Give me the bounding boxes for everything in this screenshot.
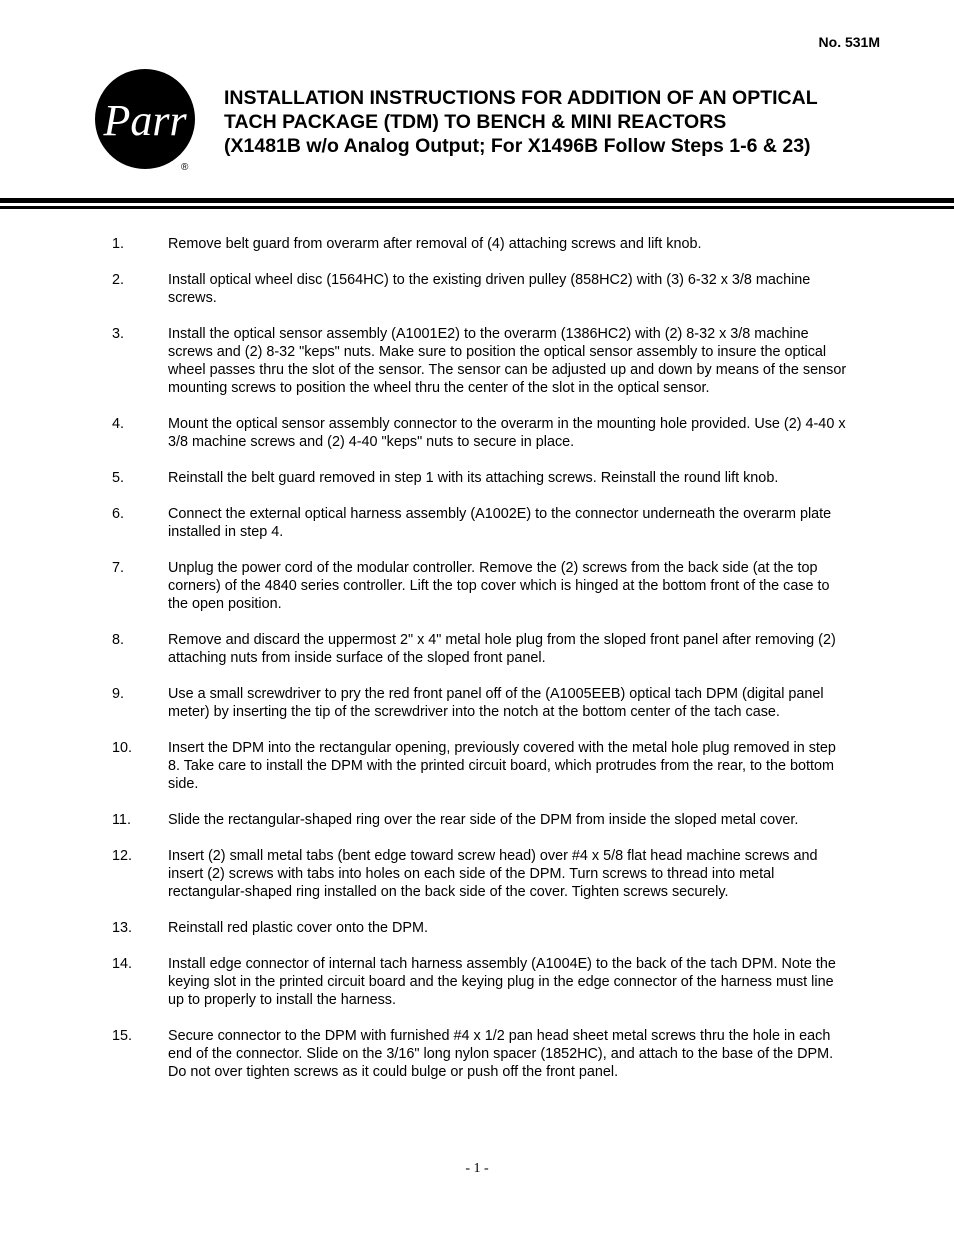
step-text: Use a small screwdriver to pry the red front panel off of the (A1005EEB) optical tach DPM (digital panel meter) by inserting the tip of the screwdriver into the notch at the bottom center of the tach case. [168,686,824,720]
list-item [112,559,847,613]
step-number: 7. [112,560,125,576]
step-text: Connect the external optical harness assembly (A1002E) to the connector underneath the overarm plate installed in step 4. [168,506,832,540]
step-number: 3. [112,326,125,342]
step-number: 12. [112,848,133,864]
list-item [112,469,847,487]
step-text: Mount the optical sensor assembly connector to the overarm in the mounting hole provided. Use (2) 4-40 x 3/8 machine screws and (2) 4-40 "keps" nuts to secure in place. [168,416,846,450]
step-text: Remove belt guard from overarm after removal of (4) attaching screws and lift knob. [168,236,702,252]
step-number: 6. [112,506,125,522]
list-item [112,271,847,307]
step-text: Reinstall the belt guard removed in step 1 with its attaching screws. Reinstall the round lift knob. [168,470,779,486]
list-item [112,505,847,541]
step-number: 10. [112,740,133,756]
step-number: 5. [112,470,125,486]
list-item [112,919,847,937]
step-number: 11. [112,812,131,828]
page-number: - 1 - [465,1161,489,1176]
list-item [112,847,847,901]
document-number: No. 531M [818,34,880,50]
step-text: Install the optical sensor assembly (A1001E2) to the overarm (1386HC2) with (2) 8-32 x 3/8 machine screws and (2) 8-32 "keps" nuts. Make sure to position the optical sensor assembly to insure the optical wheel passes thru the slot of the sensor. The sensor can be adjusted up and down by means of the sensor mounting screws to position the wheel thru the center of the slot in the optical sensor. [168,326,847,396]
list-item [112,685,847,721]
step-text: Secure connector to the DPM with furnished #4 x 1/2 pan head sheet metal screws thru the hole in each end of the connector. Slide on the 3/16" long nylon spacer (1852HC), and attach to the base of the DPM. Do not over tighten screws as it could bulge or push off the front panel. [168,1028,834,1080]
title-line: INSTALLATION INSTRUCTIONS FOR ADDITION OF AN OPTICAL [224,87,818,109]
list-item [112,1027,847,1081]
step-number: 9. [112,686,125,702]
step-text: Reinstall red plastic cover onto the DPM. [168,920,428,936]
step-number: 2. [112,272,125,288]
registered-mark: ® [181,162,189,173]
header-divider-thin [0,206,954,209]
list-item [112,235,847,253]
step-number: 8. [112,632,125,648]
title-line: TACH PACKAGE (TDM) TO BENCH & MINI REACTORS [224,111,727,133]
logo-text: Parr [103,96,187,145]
list-item [112,631,847,667]
step-text: Insert the DPM into the rectangular opening, previously covered with the metal hole plug removed in step 8. Take care to install the DPM with the printed circuit board, which protrudes from the rear, to the bottom side. [168,740,836,792]
list-item [112,955,847,1009]
list-item [112,325,847,397]
step-number: 14. [112,956,133,972]
step-text: Install optical wheel disc (1564HC) to the existing driven pulley (858HC2) with (3) 6-32 x 3/8 machine screws. [168,272,811,306]
step-text: Unplug the power cord of the modular controller. Remove the (2) screws from the back side (at the top corners) of the 4840 series controller. Lift the top cover which is hinged at the bottom front of the case to the open position. [168,560,830,612]
page-title [224,86,924,158]
step-text: Insert (2) small metal tabs (bent edge toward screw head) over #4 x 5/8 flat head machine screws and insert (2) screws with tabs into holes on each side of the DPM. Turn screws to thread into metal rectangular-shaped ring installed on the back side of the cover. Tighten screws securely. [168,848,818,900]
step-text: Remove and discard the uppermost 2" x 4" metal hole plug from the sloped front panel after removing (2) attaching nuts from inside surface of the sloped front panel. [168,632,836,666]
step-text: Install edge connector of internal tach harness assembly (A1004E) to the back of the tach DPM. Note the keying slot in the printed circuit board and the keying plug in the edge connector of the harness must line up to properly to install the harness. [168,956,836,1008]
header-divider [0,198,954,203]
list-item [112,415,847,451]
title-line: (X1481B w/o Analog Output; For X1496B Follow Steps 1-6 & 23) [224,135,811,157]
list-item [112,739,847,793]
list-item [112,811,847,829]
step-text: Slide the rectangular-shaped ring over the rear side of the DPM from inside the sloped metal cover. [168,812,799,828]
instruction-list [112,235,847,1099]
step-number: 15. [112,1028,133,1044]
step-number: 1. [112,236,125,252]
parr-logo [95,69,195,173]
step-number: 13. [112,920,133,936]
step-number: 4. [112,416,125,432]
